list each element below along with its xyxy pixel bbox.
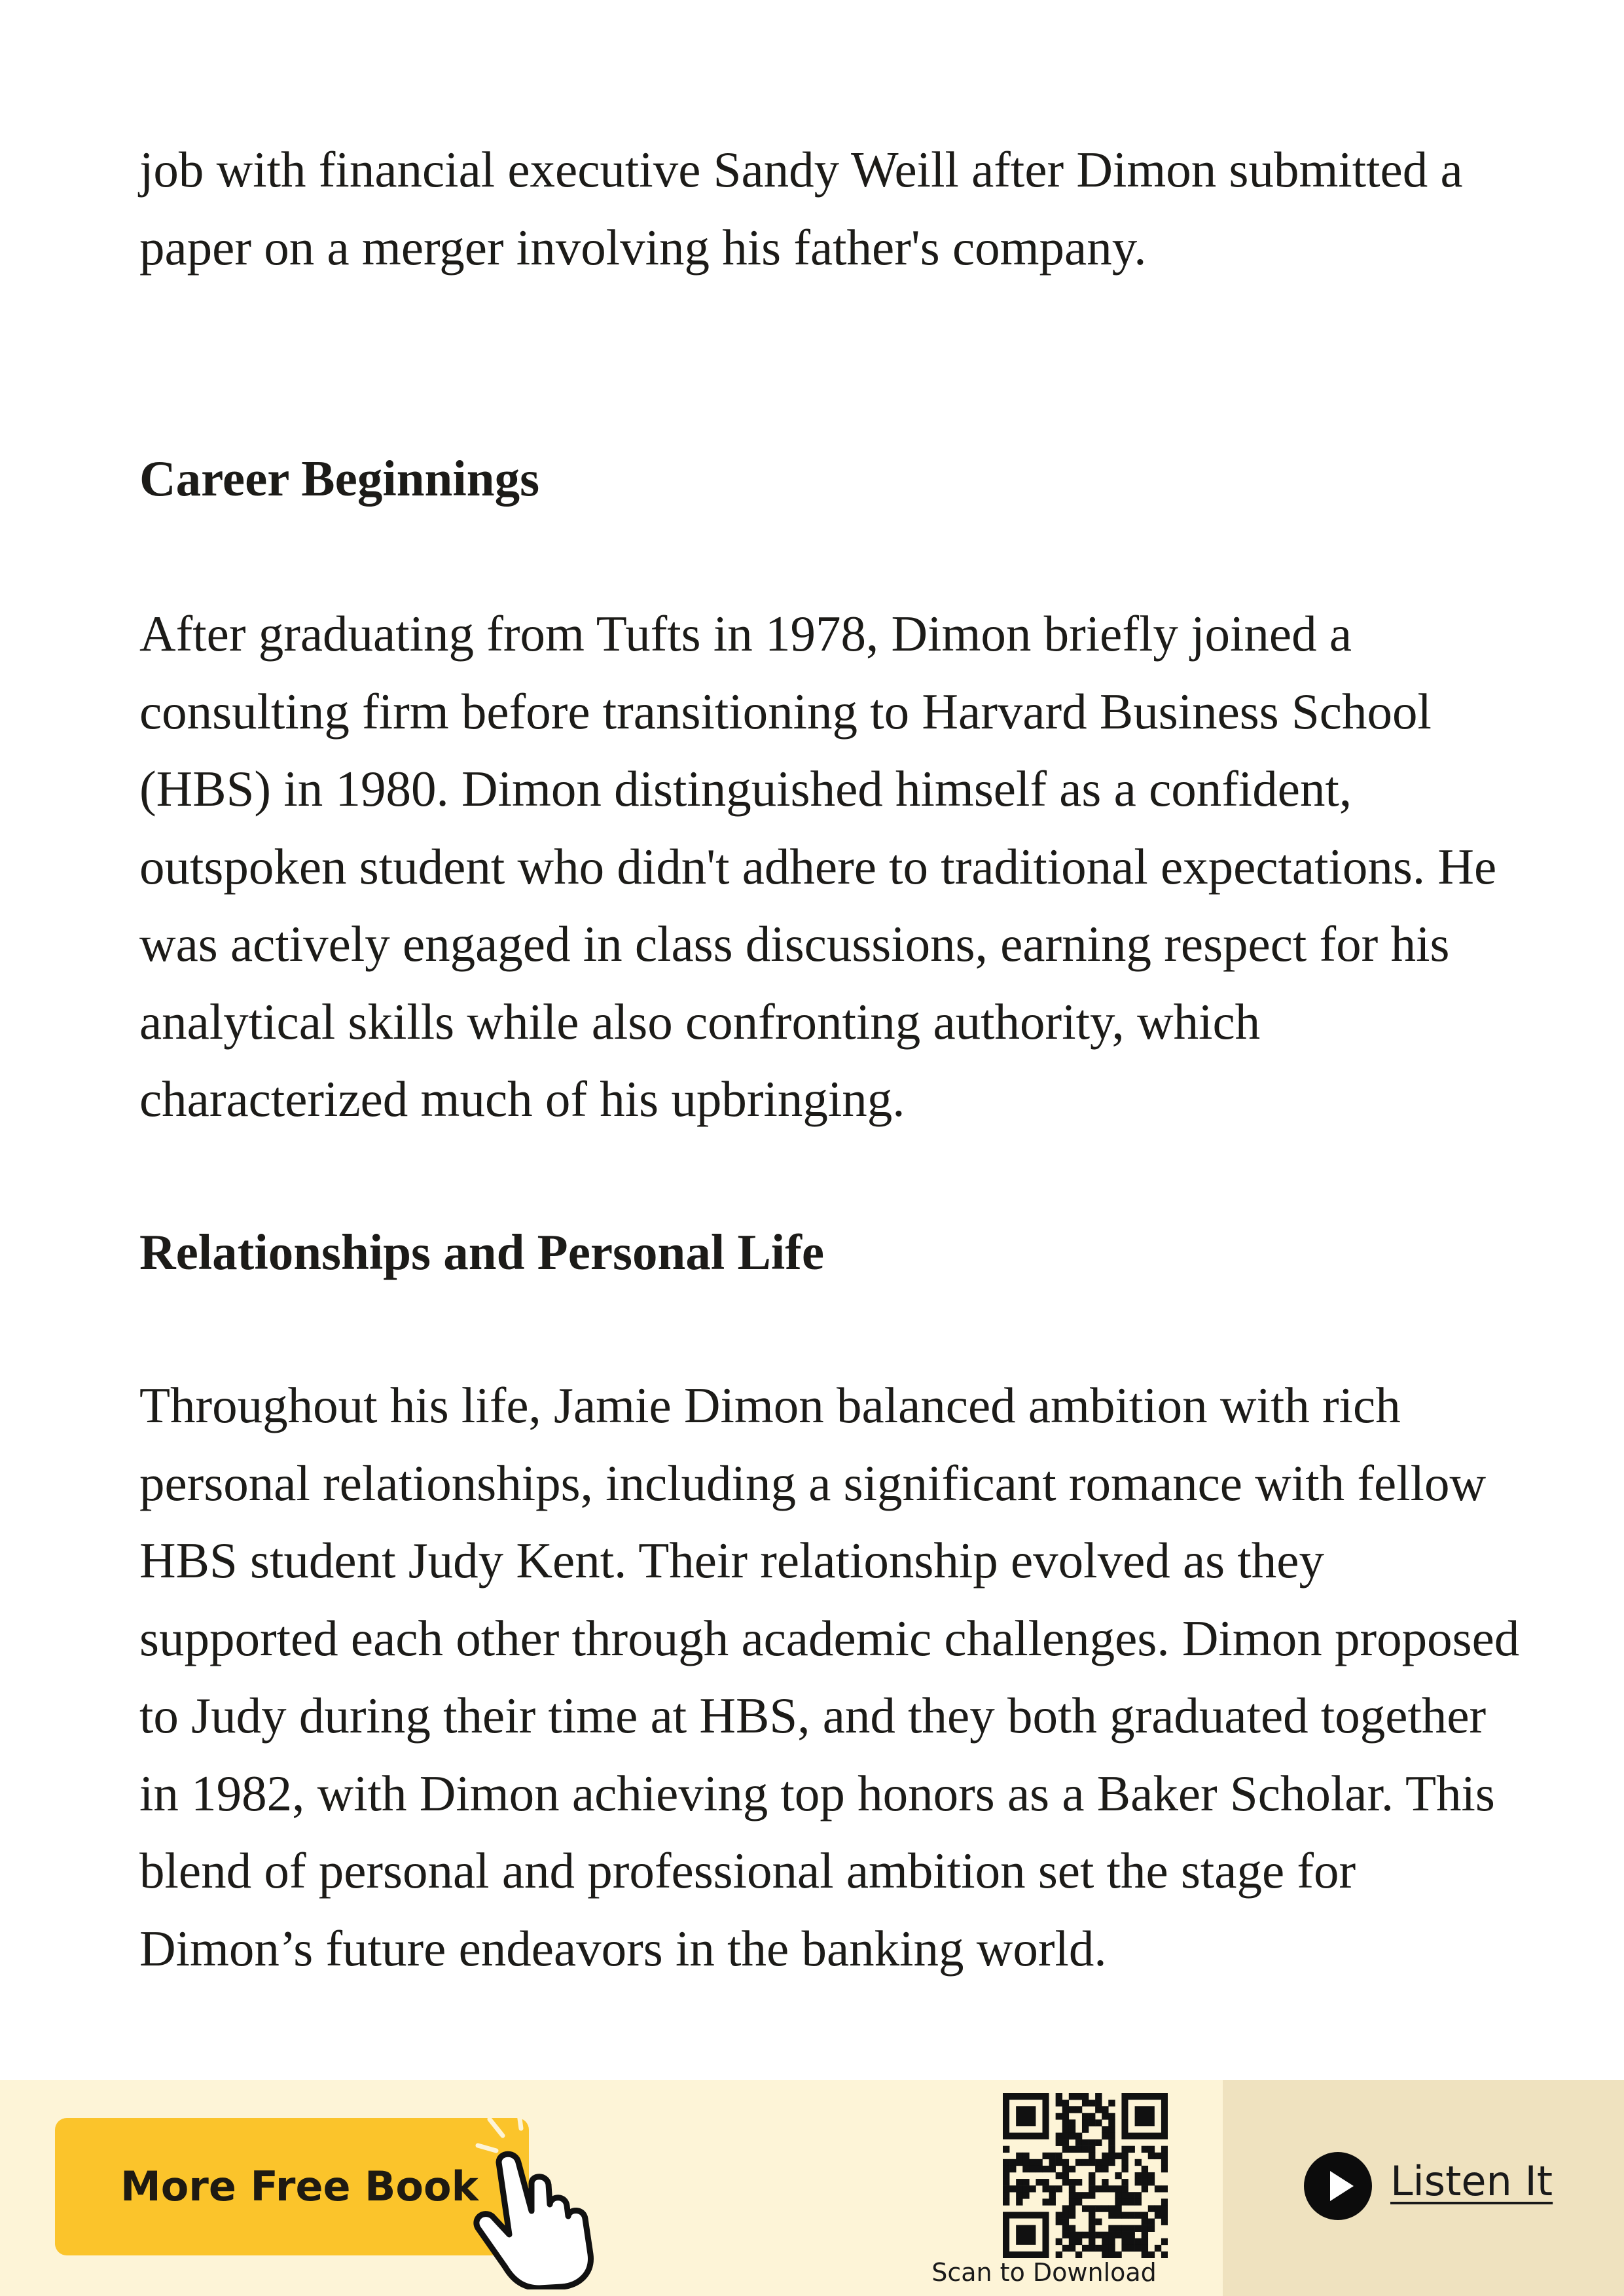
scan-to-download-label: Scan to Download (931, 2258, 1157, 2287)
qr-code-icon (1003, 2093, 1168, 2258)
paragraph-intro: job with financial executive Sandy Weill after Dimon submitted a paper on a merger involving his father's company. (139, 141, 1463, 276)
paragraph-relationships: Throughout his life, Jamie Dimon balanced ambition with rich personal relationships, including a significant romance with fellow HBS student Judy Kent. Their relationship evolved as they supported each other through academic challenges. Dimon proposed to Judy during their time at HBS, and they both graduated together in 1982, with Dimon achieving top honors as a Baker Scholar. This blend of personal and professional ambition set the stage for Dimon’s future endeavors in the banking world. (139, 1377, 1520, 1977)
heading-career-beginnings: Career Beginnings (139, 450, 540, 507)
heading-relationships: Relationships and Personal Life (139, 1224, 825, 1280)
more-free-book-label: More Free Book (120, 2162, 478, 2210)
paragraph-career: After graduating from Tufts in 1978, Dimon briefly joined a consulting firm before transitioning to Harvard Business School (HBS) in 1980. Dimon distinguished himself as a confident, outspoken student who didn't adhere to traditional expectations. He was actively engaged in class discussions, earning respect for his analytical skills while also confronting authority, which characterized much of his upbringing. (139, 605, 1497, 1127)
play-icon[interactable] (1303, 2151, 1373, 2221)
listen-it-link[interactable]: Listen It (1390, 2157, 1553, 2205)
footer-bar (0, 2080, 1624, 2296)
hand-pointer-icon (458, 2100, 628, 2289)
